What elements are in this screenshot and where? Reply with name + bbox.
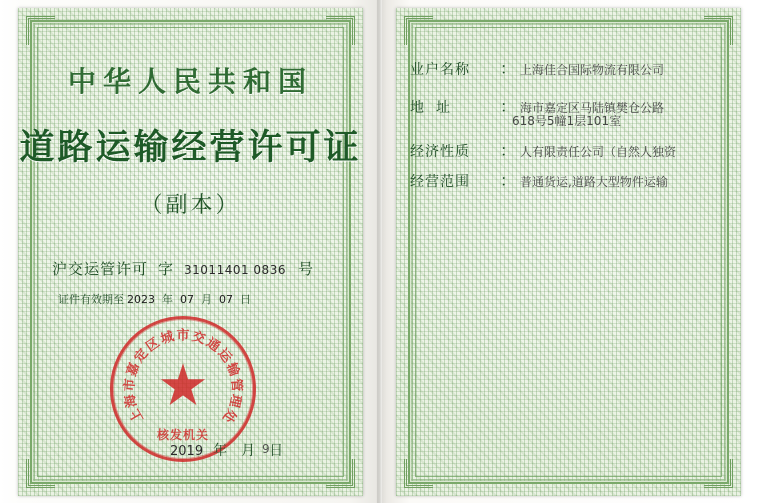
seal-bottom-text: 核发机关 xyxy=(156,428,209,442)
corner-ornament-bottom-right xyxy=(704,459,733,488)
issue-year: 2019 xyxy=(170,444,204,459)
license-right-page xyxy=(396,8,741,496)
issue-year-unit: 年 xyxy=(213,443,228,459)
field-label: 经营范围 xyxy=(410,174,470,190)
field-label: 业户名称 xyxy=(410,62,470,78)
corner-ornament-top-right xyxy=(326,16,355,45)
field-value: 人有限责任公司（自然人独资 xyxy=(520,145,677,159)
validity-label: 证件有效期至 xyxy=(58,293,124,306)
validity-month-unit: 月 xyxy=(201,293,212,306)
issue-day-unit: 日 xyxy=(269,443,284,459)
page-crease xyxy=(377,0,382,503)
corner-ornament-top-right xyxy=(704,16,733,45)
certificate-subtitle: （副本） xyxy=(140,193,241,218)
corner-ornament-bottom-left xyxy=(26,459,55,488)
field-colon: ： xyxy=(500,171,517,190)
corner-ornament-top-left xyxy=(404,16,433,45)
field-label: 地址 xyxy=(410,100,462,116)
validity-year: 2023 xyxy=(127,293,155,306)
nation-title: 中华人民共和国 xyxy=(67,65,313,98)
corner-ornament-top-left xyxy=(26,16,55,45)
field-address-line2: 618号5幢1层101室 xyxy=(512,114,622,128)
field-colon: ： xyxy=(500,141,517,160)
field-business-name xyxy=(410,56,725,79)
validity-day-unit: 日 xyxy=(240,293,251,306)
license-number-row xyxy=(52,258,332,279)
field-economic-type xyxy=(410,138,725,161)
issue-date-handwritten: 9 xyxy=(262,442,270,456)
corner-ornament-bottom-left xyxy=(404,459,433,488)
license-number-prefix: 沪交运管许可 xyxy=(52,260,149,278)
field-value: 上海佳合国际物流有限公司 xyxy=(520,63,665,77)
validity-year-unit: 年 xyxy=(162,293,173,306)
seal-ring-text: 上 海 市 嘉 定 区 城 市 交 通 运 输 管 理 处 xyxy=(122,328,244,425)
corner-ornament-bottom-right xyxy=(326,459,355,488)
field-business-scope xyxy=(410,168,725,191)
validity-month: 07 xyxy=(180,293,194,306)
issue-date-row xyxy=(170,440,297,460)
field-colon: ： xyxy=(500,59,517,78)
field-value: 普通货运,道路大型物件运输 xyxy=(520,175,668,189)
field-value: 海市嘉定区马陆镇樊仓公路 xyxy=(520,101,665,115)
license-number-hao: 号 xyxy=(297,260,314,278)
validity-day: 07 xyxy=(219,293,233,306)
certificate-title: 道路运输经营许可证 xyxy=(19,127,362,168)
field-label: 经济性质 xyxy=(410,144,470,160)
issue-month-unit: 月 xyxy=(241,443,256,459)
license-left-page xyxy=(18,8,363,496)
validity-row xyxy=(58,291,328,307)
license-number-value: 31011401 0836 xyxy=(184,263,286,277)
field-colon: ： xyxy=(500,97,517,116)
license-number-zi: 字 xyxy=(158,260,175,278)
